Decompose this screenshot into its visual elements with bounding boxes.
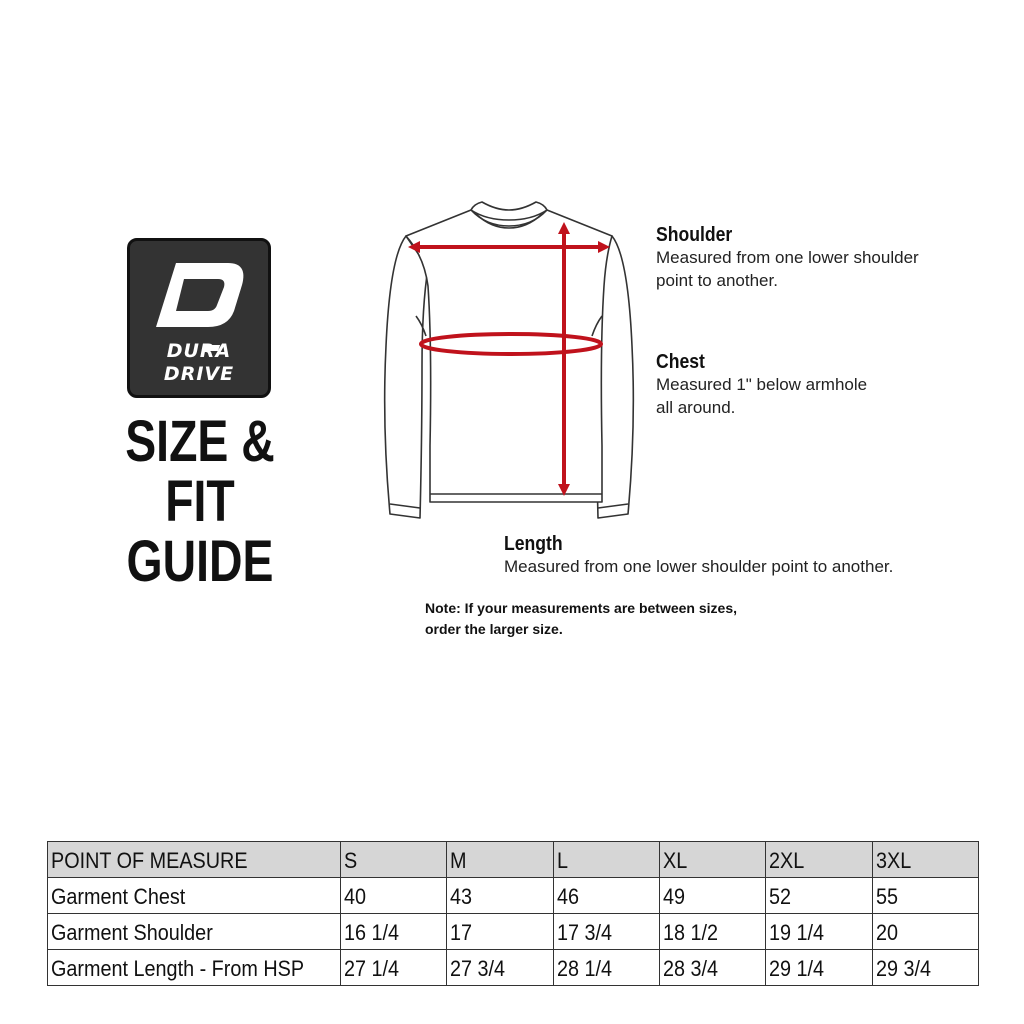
shoulder-description (656, 246, 956, 292)
table-cell: 29 3/4 (872, 950, 978, 986)
shirt-diagram (376, 196, 646, 526)
chest-label (656, 351, 956, 419)
table-header-row (48, 842, 979, 878)
length-description: Measured from one lower shoulder point to another. (504, 557, 894, 576)
table-cell: 43 (447, 878, 553, 914)
table-row (48, 914, 979, 950)
table-cell: Garment Length - From HSP (48, 950, 341, 986)
table-cell: 52 (766, 878, 872, 914)
table-cell: 17 3/4 (553, 914, 659, 950)
brand-name-line1: DURA (166, 340, 232, 362)
table-cell: 19 1/4 (766, 914, 872, 950)
size-table (47, 841, 979, 986)
table-cell: 40 (341, 878, 447, 914)
table-cell: 16 1/4 (341, 914, 447, 950)
table-cell: 20 (872, 914, 978, 950)
table-cell: 29 1/4 (766, 950, 872, 986)
table-cell: 55 (872, 878, 978, 914)
page-title (88, 409, 312, 594)
table-cell: Garment Chest (48, 878, 341, 914)
shoulder-label (656, 224, 956, 292)
length-heading: Length (504, 533, 563, 555)
shoulder-desc-line1: Measured from one lower shoulder (656, 248, 919, 267)
table-header-cell: L (553, 842, 659, 878)
table-header-cell: M (447, 842, 553, 878)
brand-logo (127, 238, 271, 398)
table-cell: 46 (553, 878, 659, 914)
chest-description (656, 373, 956, 419)
title-line1: SIZE & FIT (125, 409, 275, 534)
table-cell: 28 3/4 (659, 950, 765, 986)
table-cell: 27 1/4 (341, 950, 447, 986)
length-label (504, 533, 954, 578)
shirt-outline (385, 202, 634, 518)
title-line2: GUIDE (126, 529, 274, 594)
chest-desc-line1: Measured 1" below armhole (656, 375, 868, 394)
table-row (48, 950, 979, 986)
table-cell: Garment Shoulder (48, 914, 341, 950)
table-cell: 27 3/4 (447, 950, 553, 986)
table-cell: 49 (659, 878, 765, 914)
table-cell: 28 1/4 (553, 950, 659, 986)
shoulder-heading: Shoulder (656, 224, 733, 246)
chest-heading: Chest (656, 351, 705, 373)
shoulder-desc-line2: point to another. (656, 271, 778, 290)
table-cell: 17 (447, 914, 553, 950)
table-header-cell: 2XL (766, 842, 872, 878)
table-header-cell: POINT OF MEASURE (48, 842, 341, 878)
table-header-cell: XL (659, 842, 765, 878)
brand-name-line2: DRIVE (163, 363, 235, 385)
table-row (48, 878, 979, 914)
chest-desc-line2: all around. (656, 398, 736, 417)
size-note (425, 598, 825, 640)
note-line1: Note: If your measurements are between sizes, (425, 600, 737, 616)
table-cell: 18 1/2 (659, 914, 765, 950)
note-line2: order the larger size. (425, 621, 563, 637)
table-header-cell: 3XL (872, 842, 978, 878)
table-header-cell: S (341, 842, 447, 878)
